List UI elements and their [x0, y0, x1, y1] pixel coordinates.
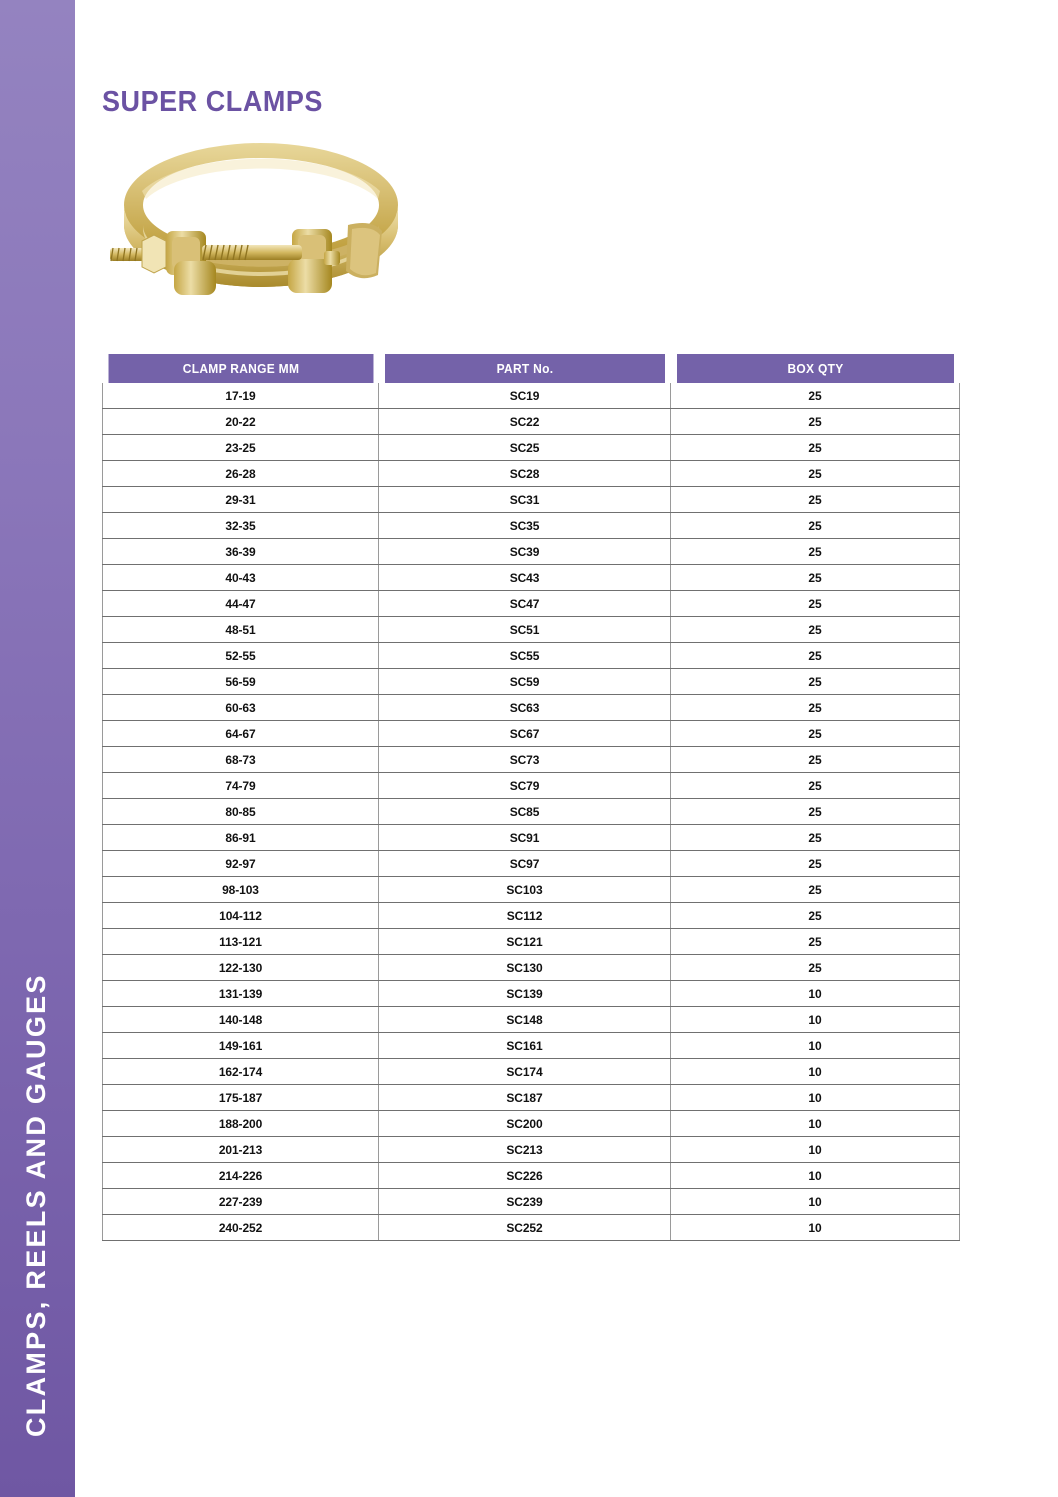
specifications-table: [102, 354, 960, 1241]
table-row: [103, 1215, 960, 1241]
cell-part-no: SC79: [379, 773, 671, 799]
cell-box-qty: 10: [671, 1163, 960, 1189]
table-row: [103, 1059, 960, 1085]
table-row: [103, 981, 960, 1007]
table-row: [103, 851, 960, 877]
table-row: [103, 487, 960, 513]
cell-part-no: SC139: [379, 981, 671, 1007]
table-row: [103, 435, 960, 461]
cell-part-no: SC39: [379, 539, 671, 565]
cell-clamp-range: 162-174: [103, 1059, 379, 1085]
cell-clamp-range: 240-252: [103, 1215, 379, 1241]
cell-clamp-range: 23-25: [103, 435, 379, 461]
cell-clamp-range: 80-85: [103, 799, 379, 825]
table-body: [103, 383, 960, 1241]
cell-box-qty: 25: [671, 591, 960, 617]
cell-box-qty: 25: [671, 695, 960, 721]
cell-box-qty: 10: [671, 1215, 960, 1241]
cell-clamp-range: 113-121: [103, 929, 379, 955]
cell-box-qty: 10: [671, 1137, 960, 1163]
table-row: [103, 1163, 960, 1189]
cell-part-no: SC67: [379, 721, 671, 747]
cell-part-no: SC73: [379, 747, 671, 773]
cell-clamp-range: 60-63: [103, 695, 379, 721]
table-row: [103, 617, 960, 643]
cell-box-qty: 10: [671, 1033, 960, 1059]
cell-clamp-range: 201-213: [103, 1137, 379, 1163]
cell-box-qty: 25: [671, 721, 960, 747]
cell-part-no: SC239: [379, 1189, 671, 1215]
cell-part-no: SC35: [379, 513, 671, 539]
table-row: [103, 695, 960, 721]
cell-part-no: SC85: [379, 799, 671, 825]
cell-clamp-range: 149-161: [103, 1033, 379, 1059]
cell-clamp-range: 227-239: [103, 1189, 379, 1215]
cell-box-qty: 25: [671, 903, 960, 929]
cell-part-no: SC55: [379, 643, 671, 669]
cell-clamp-range: 48-51: [103, 617, 379, 643]
column-header-part-no: PART No.: [384, 354, 664, 383]
cell-box-qty: 25: [671, 773, 960, 799]
cell-part-no: SC25: [379, 435, 671, 461]
cell-part-no: SC22: [379, 409, 671, 435]
cell-clamp-range: 17-19: [103, 383, 379, 409]
cell-part-no: SC103: [379, 877, 671, 903]
cell-box-qty: 10: [671, 1007, 960, 1033]
cell-part-no: SC148: [379, 1007, 671, 1033]
table-row: [103, 1085, 960, 1111]
cell-box-qty: 25: [671, 487, 960, 513]
cell-clamp-range: 68-73: [103, 747, 379, 773]
cell-box-qty: 10: [671, 1189, 960, 1215]
cell-box-qty: 25: [671, 409, 960, 435]
table-row: [103, 643, 960, 669]
cell-box-qty: 10: [671, 981, 960, 1007]
cell-part-no: SC213: [379, 1137, 671, 1163]
cell-part-no: SC28: [379, 461, 671, 487]
cell-clamp-range: 140-148: [103, 1007, 379, 1033]
cell-clamp-range: 26-28: [103, 461, 379, 487]
cell-box-qty: 25: [671, 929, 960, 955]
cell-box-qty: 25: [671, 955, 960, 981]
page-content: [75, 0, 1058, 1497]
table-row: [103, 539, 960, 565]
cell-part-no: SC252: [379, 1215, 671, 1241]
table-row: [103, 773, 960, 799]
cell-part-no: SC91: [379, 825, 671, 851]
table-row: [103, 383, 960, 409]
cell-clamp-range: 214-226: [103, 1163, 379, 1189]
table-row: [103, 669, 960, 695]
table-row: [103, 513, 960, 539]
cell-box-qty: 25: [671, 565, 960, 591]
cell-box-qty: 25: [671, 643, 960, 669]
cell-box-qty: 25: [671, 669, 960, 695]
cell-clamp-range: 44-47: [103, 591, 379, 617]
table-row: [103, 929, 960, 955]
column-header-box-qty: BOX QTY: [676, 354, 953, 383]
cell-box-qty: 25: [671, 539, 960, 565]
cell-clamp-range: 29-31: [103, 487, 379, 513]
cell-part-no: SC200: [379, 1111, 671, 1137]
table-row: [103, 799, 960, 825]
cell-clamp-range: 64-67: [103, 721, 379, 747]
cell-part-no: SC63: [379, 695, 671, 721]
cell-part-no: SC31: [379, 487, 671, 513]
cell-part-no: SC43: [379, 565, 671, 591]
cell-clamp-range: 86-91: [103, 825, 379, 851]
table-row: [103, 1111, 960, 1137]
cell-box-qty: 25: [671, 825, 960, 851]
table-row: [103, 1007, 960, 1033]
table-row: [103, 409, 960, 435]
table-row: [103, 1189, 960, 1215]
table-row: [103, 565, 960, 591]
cell-clamp-range: 98-103: [103, 877, 379, 903]
sidebar-category-label: CLAMPS, REELS AND GAUGES: [21, 973, 51, 1437]
table-header: [103, 354, 960, 383]
super-clamp-illustration: [102, 133, 420, 313]
cell-part-no: SC47: [379, 591, 671, 617]
column-header-clamp-range: CLAMP RANGE MM: [108, 354, 373, 383]
cell-clamp-range: 36-39: [103, 539, 379, 565]
cell-clamp-range: 20-22: [103, 409, 379, 435]
cell-clamp-range: 56-59: [103, 669, 379, 695]
cell-part-no: SC112: [379, 903, 671, 929]
cell-part-no: SC161: [379, 1033, 671, 1059]
table-row: [103, 825, 960, 851]
cell-part-no: SC59: [379, 669, 671, 695]
cell-box-qty: 25: [671, 747, 960, 773]
table-row: [103, 903, 960, 929]
cell-box-qty: 25: [671, 851, 960, 877]
cell-part-no: SC19: [379, 383, 671, 409]
cell-part-no: SC130: [379, 955, 671, 981]
table-row: [103, 1033, 960, 1059]
cell-box-qty: 25: [671, 799, 960, 825]
cell-part-no: SC187: [379, 1085, 671, 1111]
cell-clamp-range: 92-97: [103, 851, 379, 877]
table-row: [103, 747, 960, 773]
cell-clamp-range: 74-79: [103, 773, 379, 799]
cell-part-no: SC97: [379, 851, 671, 877]
cell-box-qty: 25: [671, 617, 960, 643]
cell-box-qty: 10: [671, 1085, 960, 1111]
product-image: [102, 133, 420, 313]
cell-part-no: SC51: [379, 617, 671, 643]
table-row: [103, 461, 960, 487]
cell-clamp-range: 52-55: [103, 643, 379, 669]
cell-box-qty: 25: [671, 435, 960, 461]
table-row: [103, 877, 960, 903]
cell-box-qty: 10: [671, 1059, 960, 1085]
cell-clamp-range: 104-112: [103, 903, 379, 929]
cell-part-no: SC121: [379, 929, 671, 955]
cell-box-qty: 25: [671, 461, 960, 487]
cell-box-qty: 25: [671, 383, 960, 409]
cell-box-qty: 25: [671, 877, 960, 903]
category-sidebar: [0, 0, 75, 1497]
page-title: SUPER CLAMPS: [102, 86, 323, 119]
cell-part-no: SC226: [379, 1163, 671, 1189]
table-row: [103, 721, 960, 747]
cell-part-no: SC174: [379, 1059, 671, 1085]
cell-box-qty: 10: [671, 1111, 960, 1137]
table-header-row: [103, 354, 960, 383]
cell-box-qty: 25: [671, 513, 960, 539]
cell-clamp-range: 32-35: [103, 513, 379, 539]
cell-clamp-range: 40-43: [103, 565, 379, 591]
cell-clamp-range: 175-187: [103, 1085, 379, 1111]
cell-clamp-range: 131-139: [103, 981, 379, 1007]
table-row: [103, 955, 960, 981]
cell-clamp-range: 188-200: [103, 1111, 379, 1137]
table-row: [103, 1137, 960, 1163]
table-row: [103, 591, 960, 617]
cell-clamp-range: 122-130: [103, 955, 379, 981]
